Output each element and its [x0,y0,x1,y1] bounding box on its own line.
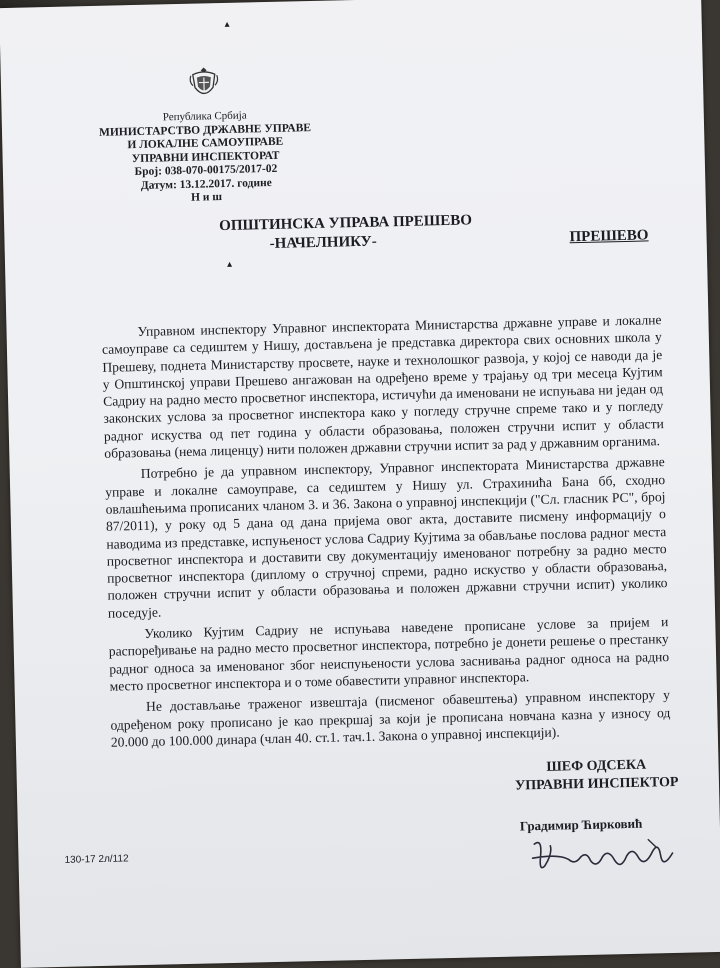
letter-body [101,311,671,755]
coat-of-arms-icon [189,65,220,102]
inspectorate-name: УПРАВНИ ИНСПЕКТОРАТ [131,149,280,165]
recipient-title: -НАЧЕЛНИКУ- [269,233,377,253]
paragraph-1: Управном инспектору Управног инспектората Министарства државне управе и локалне самоуправе са седиштем у Нишу, достављена је представка директора свих основних школа у Прешеву, поднета Министарству просвете, науке и технолошког развоја, у којој се наводи да је у Општинској управи Прешево ангажован на одређено време у трајању од три месеца Кујтим Садриу на радно место просветног инспектора, истичући да именовани не испуњава ни један од законских услова за просветног инспектора како у погледу стручне спреме тако и у погледу радног искуства од пет година у области образовања, положен стручни испит у области образовања (нема лиценцу) нити положен државни стручни испит за рад у државним органима. [101,312,664,461]
signature-title-line2: УПРАВНИ ИНСПЕКТОР [514,774,679,794]
punch-mark: ▴ [224,18,230,30]
ministry-name-line1: МИНИСТАРСТВО ДРЖАВНЕ УПРАВЕ [98,121,312,139]
document-number: Број: 038-070-00175/2017-02 [134,162,278,179]
ministry-name-line2: И ЛОКАЛНЕ САМОУПРАВЕ [127,135,284,152]
paragraph-3: Уколико Кујтим Садриу не испуњава наведене прописане услове за пријем и распоређивање на радно место просветног инспектора, потребно је донети решење о престанку радног односа за именованог због неиспуњености услова заснивања радног односа на радно место просветног инспектора и о томе обавестити управног инспектора. [108,614,670,694]
paragraph-4: Не достављање траженог извештаја (писменог обавештења) управном инспектору у одређеном року прописано је као прекршај за који је прописана новчана казна у износу од 20.000 до 100.000 динара (члан 40. ст.1. тач.1. Закона о управној инспекцији). [110,687,671,750]
republic-name: Република Србија [162,109,247,124]
letterhead [79,63,332,208]
recipient-city: ПРЕШЕВО [569,227,649,246]
paragraph-2: Потребно је да управном инспектору, Управног инспектората Министарства државне управе и локалне самоуправе, са седиштем у Нишу ул. Страхинића Бана бб, сходно овлашћењима прописаних чланом 3. и 36. Закона о управној инспекцији ("Сл. гласник РС", број 87/2011), у року од 5 дана од дана пријема овог акта, доставите писмену информацију о наводима из представке, испуњеност услова Садриу Кујтима за обављање послова радног места просветног инспектора и доставити сву документацију именованог потребну за радно место просветног инспектора (диплому о стручној спреми, радно искуство у области образовања, положен стручни испит у области образовања и положен државни стручни испит) уколико поседује. [105,454,668,621]
signature-title [514,756,678,796]
signer-name: Градимир Ћирковић [519,815,643,834]
punch-mark: ▴ [226,258,233,270]
recipient-block [219,211,473,255]
signature-title-line1: ШЕФ ОДСЕКА [546,757,647,775]
footer-code: 130-17 2л/112 [64,853,129,866]
document-date: Датум: 13.12.2017. године [140,176,272,192]
recipient-name: ОПШТИНСКА УПРАВА ПРЕШЕВО [219,212,473,235]
document-city: Н и ш [190,191,223,204]
handwritten-signature [528,833,689,887]
